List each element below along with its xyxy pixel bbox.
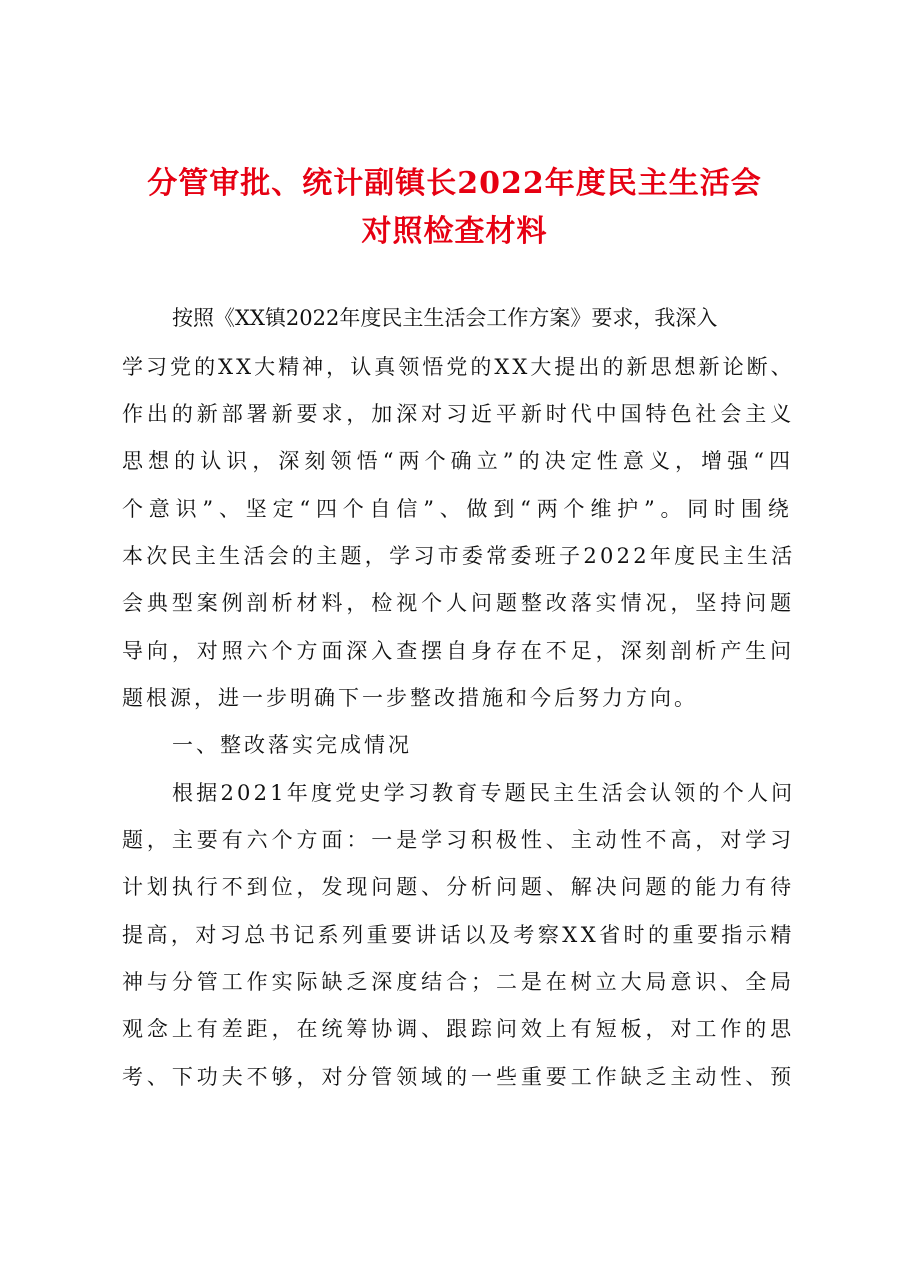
section-heading: 一、整改落实完成情况 [172, 733, 412, 757]
paragraph-2-line-4: 提高，对习总书记系列重要讲话以及考察XX省时的重要指示精 [122, 923, 795, 947]
paragraph-1-line-7: 会典型案例剖析材料，检视个人问题整改落实情况，坚持问题 [122, 591, 796, 615]
paragraph-1-line-6: 本次民主生活会的主题，学习市委常委班子2022年度民主生活 [122, 544, 796, 568]
document-title-line-2: 对照检查材料 [361, 214, 548, 249]
document-title-line-1: 分管审批、统计副镇长2022年度民主生活会 [147, 166, 762, 201]
paragraph-2-line-1: 根据2021年度党史学习教育专题民主生活会认领的个人问 [172, 781, 796, 805]
paragraph-2-line-2: 题，主要有六个方面：一是学习积极性、主动性不高，对学习 [122, 828, 796, 852]
paragraph-1-line-8: 导向，对照六个方面深入查摆自身存在不足，深刻剖析产生问 [122, 639, 796, 663]
paragraph-1-line-4: 思想的认识，深刻领悟“两个确立”的决定性意义，增强“四 [122, 449, 796, 473]
paragraph-2-line-3: 计划执行不到位，发现问题、分析问题、解决问题的能力有待 [122, 875, 796, 899]
paragraph-1-line-9: 题根源，进一步明确下一步整改措施和今后努力方向。 [122, 686, 698, 710]
paragraph-1-line-2: 学习党的XX大精神，认真领悟党的XX大提出的新思想新论断、 [122, 355, 795, 379]
paragraph-2-line-5: 神与分管工作实际缺乏深度结合；二是在树立大局意识、全局 [122, 970, 796, 994]
paragraph-1-line-3: 作出的新部署新要求，加深对习近平新时代中国特色社会主义 [122, 402, 796, 426]
paragraph-1-line-5: 个意识”、坚定“四个自信”、做到“两个维护”。同时围绕 [122, 497, 795, 521]
paragraph-2-line-7: 考、下功夫不够，对分管领域的一些重要工作缺乏主动性、预 [122, 1065, 796, 1089]
paragraph-1-line-1: 按照《XX镇2022年度民主生活会工作方案》要求，我深入 [172, 306, 718, 330]
paragraph-2-line-6: 观念上有差距，在统筹协调、跟踪问效上有短板，对工作的思 [122, 1017, 796, 1041]
